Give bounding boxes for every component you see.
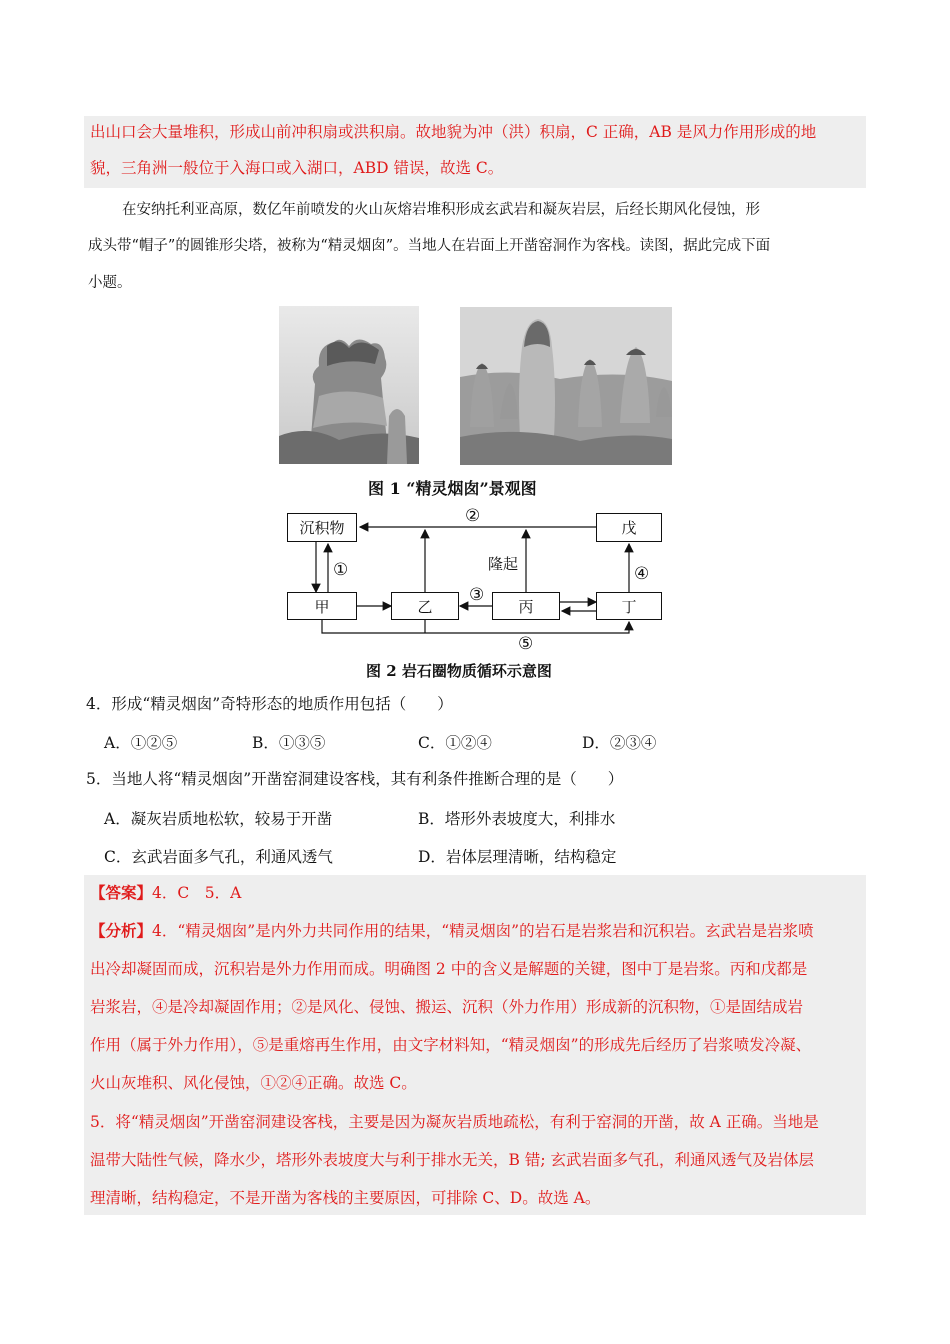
- analysis-line-4: 作用（属于外力作用），⑤是重熔再生作用，由文字材料知，“精灵烟囱”的形成先后经历了岩浆喷发冷凝、: [90, 1036, 812, 1054]
- q4-option-d[interactable]: D．②③④: [582, 734, 657, 752]
- analysis-line-6: 5．将“精灵烟囱”开凿窑洞建设客栈，主要是因为凝灰岩质地疏松，有利于窑洞的开凿，故 A 正确。当地是: [90, 1113, 819, 1131]
- analysis-line-2: 出冷却凝固而成，沉积岩是外力作用而成。明确图 2 中的含义是解题的关键，图中丁是岩浆。丙和戊都是: [90, 960, 808, 978]
- node-yi: 乙: [391, 592, 459, 620]
- fairy-chimney-photo-right: [460, 307, 672, 465]
- node-ding: 丁: [596, 592, 662, 620]
- label-3: ③: [469, 585, 485, 605]
- node-bing: 丙: [492, 592, 560, 620]
- analysis-line-1: [90, 920, 814, 942]
- analysis-line-7: 温带大陆性气候，降水少，塔形外表坡度大与利于排水无关，B 错; 玄武岩面多气孔，利通风透气及岩体层: [90, 1151, 814, 1169]
- label-uplift: 隆起: [488, 555, 519, 573]
- intro-line-3: 小题。: [88, 275, 132, 291]
- label-5: ⑤: [518, 634, 534, 654]
- q5-option-a[interactable]: A．凝灰岩质地松软，较易于开凿: [104, 810, 333, 828]
- intro-line-1: 在安纳托利亚高原，数亿年前喷发的火山灰熔岩堆积形成玄武岩和凝灰岩层，后经长期风化侵蚀，形: [122, 202, 760, 218]
- analysis-line-3: 岩浆岩，④是冷却凝固作用；②是风化、侵蚀、搬运、沉积（外力作用）形成新的沉积物，①是固结成岩: [90, 998, 804, 1016]
- analysis-line-5: 火山灰堆积、风化侵蚀，①②④正确。故选 C。: [90, 1074, 417, 1092]
- answer-continuation-line-1: 出山口会大量堆积，形成山前冲积扇或洪积扇。故地貌为冲（洪）积扇，C 正确，AB 是风力作用形成的地: [90, 123, 817, 141]
- node-sediment: 沉积物: [287, 513, 357, 542]
- q4-stem: 4．形成“精灵烟囱”奇特形态的地质作用包括（ ）: [86, 695, 453, 713]
- figure2-caption: 图 2 岩石圈物质循环示意图: [366, 662, 552, 680]
- analysis-line-8: 理清晰，结构稳定，不是开凿为客栈的主要原因，可排除 C、D。故选 A。: [90, 1189, 601, 1207]
- analysis-label: 【分析】: [90, 921, 153, 940]
- figure1-caption: 图 1 “精灵烟囱”景观图: [368, 479, 537, 498]
- q4-option-c[interactable]: C．①②④: [418, 734, 492, 752]
- q4-option-a[interactable]: A．①②⑤: [104, 734, 178, 752]
- analysis-text-1: 4．“精灵烟囱”是内外力共同作用的结果，“精灵烟囱”的岩石是岩浆岩和沉积岩。玄武岩是岩浆喷: [152, 922, 814, 940]
- label-1: ①: [333, 560, 349, 580]
- answer-line: [90, 882, 241, 904]
- intro-line-2: 成头带“帽子”的圆锥形尖塔，被称为“精灵烟囱”。当地人在岩面上开凿窑洞作为客栈。读图，据此完成下面: [88, 238, 771, 254]
- q4-option-b[interactable]: B．①③⑤: [252, 734, 326, 752]
- node-jia: 甲: [287, 592, 357, 620]
- label-4: ④: [634, 564, 650, 584]
- node-wu: 戊: [596, 513, 662, 542]
- fairy-chimney-photo-left: [279, 306, 419, 464]
- q5-option-b[interactable]: B．塔形外表坡度大，利排水: [418, 810, 616, 828]
- answer-continuation-line-2: 貌，三角洲一般位于入海口或入湖口，ABD 错误，故选 C。: [90, 159, 504, 177]
- answer-label: 【答案】: [90, 883, 153, 902]
- label-2: ②: [465, 506, 481, 526]
- q5-option-c[interactable]: C．玄武岩面多气孔，利通风透气: [104, 848, 333, 866]
- q5-stem: 5．当地人将“精灵烟囱”开凿窑洞建设客栈，其有利条件推断合理的是（ ）: [86, 770, 624, 788]
- q5-option-d[interactable]: D．岩体层理清晰，结构稳定: [418, 848, 617, 866]
- answer-text: 4．C 5．A: [152, 884, 242, 902]
